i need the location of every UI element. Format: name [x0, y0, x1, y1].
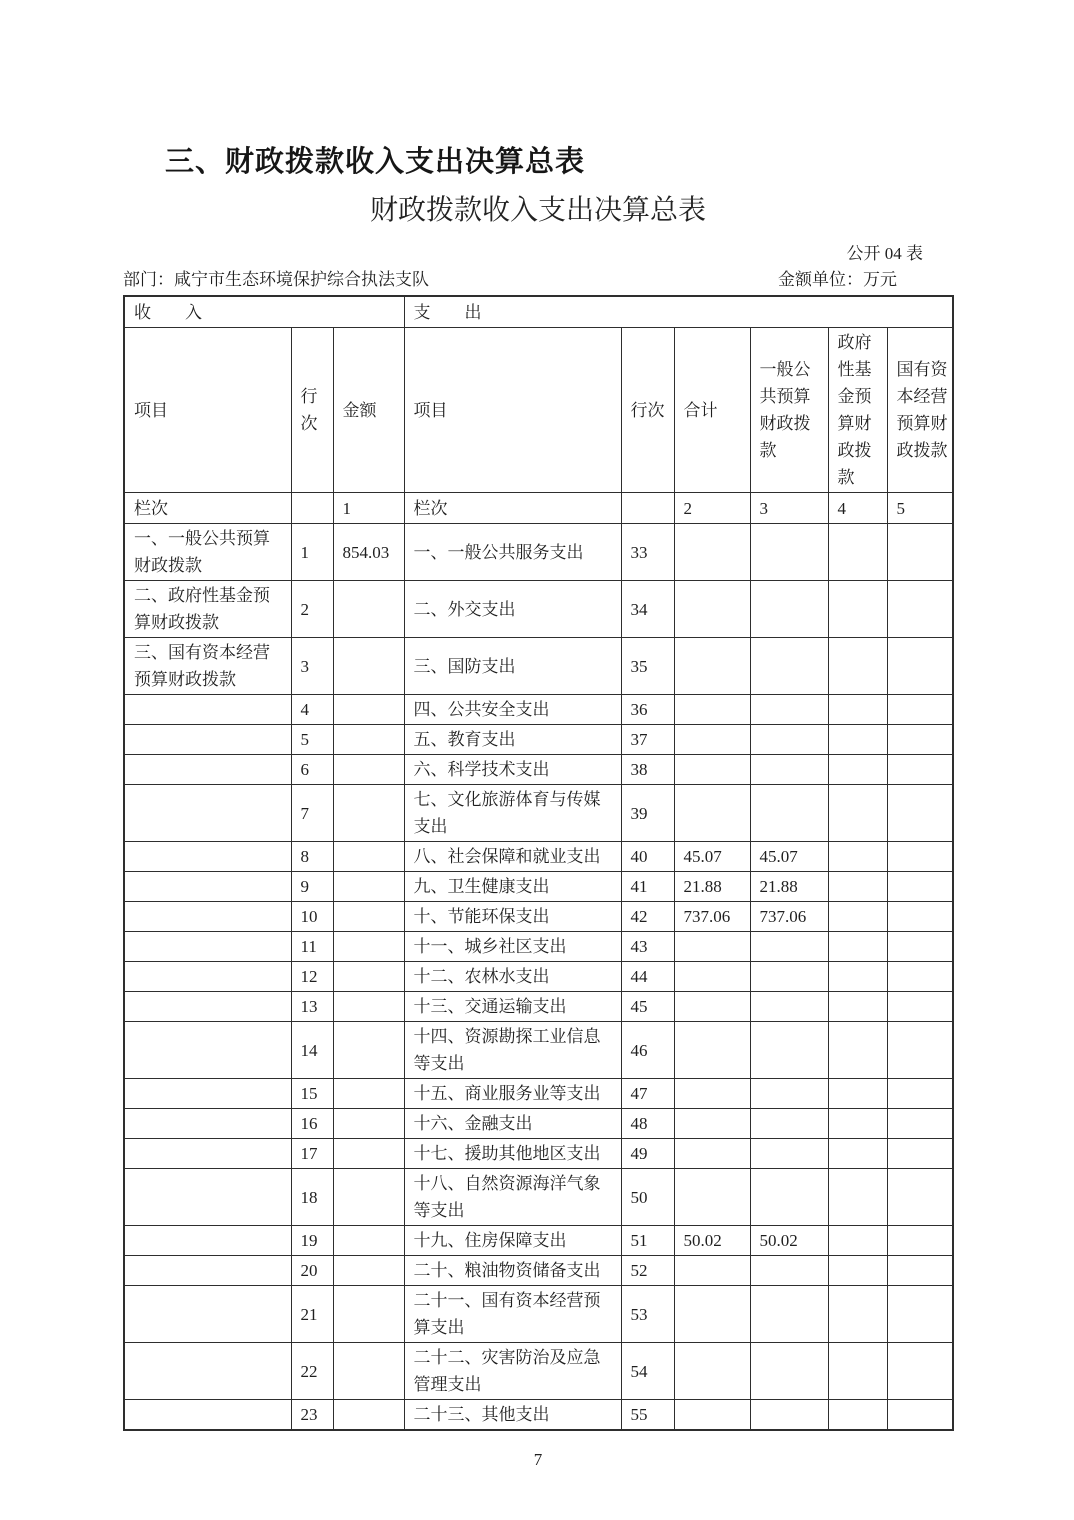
gov-fund-cell — [828, 1400, 887, 1431]
income-rownum-cell: 2 — [291, 581, 333, 638]
income-item-cell — [124, 932, 291, 962]
total-cell — [674, 695, 750, 725]
total-cell — [674, 638, 750, 695]
total-cell — [674, 962, 750, 992]
income-item-cell — [124, 725, 291, 755]
document-content — [123, 0, 953, 1471]
income-rownum-cell: 19 — [291, 1226, 333, 1256]
table-row — [124, 1286, 953, 1343]
doc-title: 财政拨款收入支出决算总表 — [369, 195, 706, 226]
expense-item-cell: 七、文化旅游体育与传媒支出 — [404, 785, 621, 842]
state-capital-cell — [887, 1226, 953, 1256]
income-item-cell — [124, 785, 291, 842]
income-rownum-cell: 16 — [291, 1109, 333, 1139]
expense-item-cell: 二十一、国有资本经营预算支出 — [404, 1286, 621, 1343]
total-cell — [674, 1286, 750, 1343]
expense-item-cell: 十二、农林水支出 — [404, 962, 621, 992]
expense-rownum-cell: 41 — [621, 872, 674, 902]
form-code-label: 公开 04 表 — [846, 244, 923, 263]
income-amount-cell — [333, 872, 404, 902]
total-cell — [674, 932, 750, 962]
table-body — [124, 524, 953, 1431]
general-budget-cell — [750, 1022, 828, 1079]
gov-fund-cell — [828, 725, 887, 755]
expense-rownum-cell: 50 — [621, 1169, 674, 1226]
income-rownum-cell: 4 — [291, 695, 333, 725]
lanci-general-budget: 3 — [750, 493, 828, 524]
general-budget-cell: 45.07 — [750, 842, 828, 872]
table-row — [124, 785, 953, 842]
income-rownum-cell: 17 — [291, 1139, 333, 1169]
total-cell — [674, 1079, 750, 1109]
income-item-cell — [124, 872, 291, 902]
gov-fund-cell — [828, 962, 887, 992]
state-capital-cell — [887, 638, 953, 695]
total-cell — [674, 785, 750, 842]
income-amount-cell — [333, 638, 404, 695]
income-rownum-cell: 15 — [291, 1079, 333, 1109]
meta-row — [123, 269, 953, 291]
income-amount-cell — [333, 932, 404, 962]
general-budget-cell — [750, 581, 828, 638]
income-item-cell — [124, 1139, 291, 1169]
gov-fund-cell — [828, 524, 887, 581]
gov-fund-cell — [828, 1286, 887, 1343]
col-header-expense-item: 项目 — [404, 328, 621, 493]
state-capital-cell — [887, 1286, 953, 1343]
gov-fund-cell — [828, 581, 887, 638]
expense-rownum-cell: 34 — [621, 581, 674, 638]
state-capital-cell — [887, 932, 953, 962]
expense-rownum-cell: 45 — [621, 992, 674, 1022]
expense-section-header: 支 出 — [404, 296, 953, 328]
table-row — [124, 1400, 953, 1431]
gov-fund-cell — [828, 842, 887, 872]
income-rownum-cell: 12 — [291, 962, 333, 992]
table-row — [124, 1343, 953, 1400]
expense-item-cell: 一、一般公共服务支出 — [404, 524, 621, 581]
income-amount-cell — [333, 1256, 404, 1286]
income-amount-cell — [333, 695, 404, 725]
expense-rownum-cell: 49 — [621, 1139, 674, 1169]
income-amount-cell — [333, 1226, 404, 1256]
expense-item-cell: 十五、商业服务业等支出 — [404, 1079, 621, 1109]
expense-rownum-cell: 53 — [621, 1286, 674, 1343]
general-budget-cell — [750, 755, 828, 785]
income-amount-cell — [333, 1400, 404, 1431]
column-header-row — [124, 328, 953, 493]
income-rownum-cell: 23 — [291, 1400, 333, 1431]
total-cell: 45.07 — [674, 842, 750, 872]
gov-fund-cell — [828, 695, 887, 725]
general-budget-cell — [750, 1400, 828, 1431]
expense-rownum-cell: 35 — [621, 638, 674, 695]
general-budget-cell — [750, 1256, 828, 1286]
gov-fund-cell — [828, 638, 887, 695]
general-budget-cell — [750, 524, 828, 581]
state-capital-cell — [887, 1109, 953, 1139]
lanci-income-item: 栏次 — [124, 493, 291, 524]
income-section-header: 收 入 — [124, 296, 404, 328]
total-cell — [674, 1400, 750, 1431]
general-budget-cell — [750, 1169, 828, 1226]
income-amount-cell — [333, 785, 404, 842]
expense-rownum-cell: 40 — [621, 842, 674, 872]
budget-table — [123, 295, 954, 1431]
income-amount-cell — [333, 581, 404, 638]
income-rownum-cell: 9 — [291, 872, 333, 902]
table-row — [124, 902, 953, 932]
lanci-income-amount: 1 — [333, 493, 404, 524]
table-row — [124, 581, 953, 638]
column-index-row — [124, 493, 953, 524]
total-cell — [674, 755, 750, 785]
state-capital-cell — [887, 842, 953, 872]
table-row — [124, 992, 953, 1022]
expense-item-cell: 十七、援助其他地区支出 — [404, 1139, 621, 1169]
state-capital-cell — [887, 695, 953, 725]
general-budget-cell — [750, 638, 828, 695]
total-cell — [674, 1256, 750, 1286]
table-row — [124, 524, 953, 581]
income-amount-cell — [333, 1022, 404, 1079]
gov-fund-cell — [828, 1256, 887, 1286]
income-rownum-cell: 20 — [291, 1256, 333, 1286]
total-cell — [674, 1169, 750, 1226]
income-amount-cell — [333, 1109, 404, 1139]
general-budget-cell: 737.06 — [750, 902, 828, 932]
expense-rownum-cell: 36 — [621, 695, 674, 725]
expense-rownum-cell: 37 — [621, 725, 674, 755]
gov-fund-cell — [828, 932, 887, 962]
expense-item-cell: 三、国防支出 — [404, 638, 621, 695]
col-header-income-item: 项目 — [124, 328, 291, 493]
lanci-total: 2 — [674, 493, 750, 524]
income-item-cell — [124, 1226, 291, 1256]
general-budget-cell — [750, 725, 828, 755]
income-amount-cell — [333, 1286, 404, 1343]
income-item-cell — [124, 1109, 291, 1139]
total-cell — [674, 992, 750, 1022]
total-cell: 737.06 — [674, 902, 750, 932]
col-header-expense-rownum: 行次 — [621, 328, 674, 493]
table-row — [124, 1022, 953, 1079]
table-row — [124, 755, 953, 785]
gov-fund-cell — [828, 992, 887, 1022]
state-capital-cell — [887, 992, 953, 1022]
state-capital-cell — [887, 1022, 953, 1079]
col-header-income-rownum: 行次 — [291, 328, 333, 493]
income-item-cell — [124, 1400, 291, 1431]
income-amount-cell — [333, 1079, 404, 1109]
state-capital-cell — [887, 1079, 953, 1109]
table-row — [124, 725, 953, 755]
income-amount-cell — [333, 842, 404, 872]
lanci-expense-item: 栏次 — [404, 493, 621, 524]
state-capital-cell — [887, 872, 953, 902]
state-capital-cell — [887, 785, 953, 842]
total-cell: 50.02 — [674, 1226, 750, 1256]
gov-fund-cell — [828, 1079, 887, 1109]
total-cell — [674, 524, 750, 581]
table-row — [124, 695, 953, 725]
gov-fund-cell — [828, 1139, 887, 1169]
total-cell — [674, 1022, 750, 1079]
expense-item-cell: 二十三、其他支出 — [404, 1400, 621, 1431]
income-amount-cell — [333, 992, 404, 1022]
section-heading: 三、财政拨款收入支出决算总表 — [165, 146, 586, 178]
col-header-total: 合计 — [674, 328, 750, 493]
expense-rownum-cell: 43 — [621, 932, 674, 962]
income-rownum-cell: 14 — [291, 1022, 333, 1079]
income-item-cell: 二、政府性基金预算财政拨款 — [124, 581, 291, 638]
income-item-cell: 三、国有资本经营预算财政拨款 — [124, 638, 291, 695]
table-row — [124, 842, 953, 872]
state-capital-cell — [887, 962, 953, 992]
total-cell — [674, 725, 750, 755]
general-budget-cell — [750, 932, 828, 962]
income-rownum-cell: 8 — [291, 842, 333, 872]
expense-item-cell: 二十二、灾害防治及应急管理支出 — [404, 1343, 621, 1400]
general-budget-cell — [750, 1343, 828, 1400]
expense-item-cell: 十九、住房保障支出 — [404, 1226, 621, 1256]
expense-rownum-cell: 44 — [621, 962, 674, 992]
total-cell — [674, 581, 750, 638]
table-row — [124, 1226, 953, 1256]
gov-fund-cell — [828, 872, 887, 902]
income-rownum-cell: 18 — [291, 1169, 333, 1226]
income-amount-cell — [333, 1343, 404, 1400]
expense-item-cell: 十四、资源勘探工业信息等支出 — [404, 1022, 621, 1079]
lanci-gov-fund: 4 — [828, 493, 887, 524]
income-rownum-cell: 1 — [291, 524, 333, 581]
income-item-cell — [124, 1169, 291, 1226]
general-budget-cell: 50.02 — [750, 1226, 828, 1256]
state-capital-cell — [887, 902, 953, 932]
income-rownum-cell: 6 — [291, 755, 333, 785]
income-amount-cell — [333, 725, 404, 755]
col-header-gov-fund: 政府性基金预算财政拨款 — [828, 328, 887, 493]
expense-item-cell: 二十、粮油物资储备支出 — [404, 1256, 621, 1286]
expense-rownum-cell: 46 — [621, 1022, 674, 1079]
table-row — [124, 872, 953, 902]
expense-item-cell: 十三、交通运输支出 — [404, 992, 621, 1022]
general-budget-cell — [750, 1109, 828, 1139]
income-rownum-cell: 7 — [291, 785, 333, 842]
page-number: 7 — [533, 1450, 543, 1469]
income-item-cell — [124, 992, 291, 1022]
general-budget-cell — [750, 992, 828, 1022]
lanci-income-rownum — [291, 493, 333, 524]
table-row — [124, 932, 953, 962]
expense-item-cell: 四、公共安全支出 — [404, 695, 621, 725]
state-capital-cell — [887, 1139, 953, 1169]
gov-fund-cell — [828, 1343, 887, 1400]
state-capital-cell — [887, 581, 953, 638]
general-budget-cell — [750, 785, 828, 842]
income-item-cell — [124, 1343, 291, 1400]
gov-fund-cell — [828, 755, 887, 785]
gov-fund-cell — [828, 902, 887, 932]
income-item-cell — [124, 755, 291, 785]
income-item-cell — [124, 1286, 291, 1343]
expense-item-cell: 六、科学技术支出 — [404, 755, 621, 785]
col-header-general-budget: 一般公共预算财政拨款 — [750, 328, 828, 493]
income-amount-cell — [333, 902, 404, 932]
expense-rownum-cell: 54 — [621, 1343, 674, 1400]
expense-rownum-cell: 39 — [621, 785, 674, 842]
total-cell — [674, 1343, 750, 1400]
income-item-cell — [124, 1079, 291, 1109]
income-rownum-cell: 3 — [291, 638, 333, 695]
table-row — [124, 1139, 953, 1169]
expense-rownum-cell: 47 — [621, 1079, 674, 1109]
gov-fund-cell — [828, 1109, 887, 1139]
table-row — [124, 962, 953, 992]
expense-item-cell: 十、节能环保支出 — [404, 902, 621, 932]
expense-rownum-cell: 51 — [621, 1226, 674, 1256]
general-budget-cell — [750, 695, 828, 725]
expense-rownum-cell: 38 — [621, 755, 674, 785]
general-budget-cell: 21.88 — [750, 872, 828, 902]
gov-fund-cell — [828, 1226, 887, 1256]
general-budget-cell — [750, 1286, 828, 1343]
state-capital-cell — [887, 1169, 953, 1226]
income-amount-cell — [333, 1169, 404, 1226]
gov-fund-cell — [828, 785, 887, 842]
general-budget-cell — [750, 962, 828, 992]
expense-item-cell: 二、外交支出 — [404, 581, 621, 638]
table-row — [124, 1169, 953, 1226]
income-item-cell — [124, 1022, 291, 1079]
expense-rownum-cell: 55 — [621, 1400, 674, 1431]
table-row — [124, 1256, 953, 1286]
income-item-cell — [124, 1256, 291, 1286]
expense-item-cell: 八、社会保障和就业支出 — [404, 842, 621, 872]
expense-item-cell: 十六、金融支出 — [404, 1109, 621, 1139]
total-cell — [674, 1109, 750, 1139]
income-rownum-cell: 10 — [291, 902, 333, 932]
gov-fund-cell — [828, 1022, 887, 1079]
general-budget-cell — [750, 1139, 828, 1169]
table-row — [124, 1109, 953, 1139]
state-capital-cell — [887, 1343, 953, 1400]
lanci-state-capital: 5 — [887, 493, 953, 524]
expense-item-cell: 十八、自然资源海洋气象等支出 — [404, 1169, 621, 1226]
income-item-cell — [124, 695, 291, 725]
expense-rownum-cell: 33 — [621, 524, 674, 581]
col-header-income-amount: 金额 — [333, 328, 404, 493]
expense-rownum-cell: 42 — [621, 902, 674, 932]
income-amount-cell — [333, 755, 404, 785]
section-header-row — [124, 296, 953, 328]
col-header-state-capital: 国有资本经营预算财政拨款 — [887, 328, 953, 493]
income-rownum-cell: 22 — [291, 1343, 333, 1400]
income-rownum-cell: 13 — [291, 992, 333, 1022]
expense-rownum-cell: 48 — [621, 1109, 674, 1139]
income-item-cell: 一、一般公共预算财政拨款 — [124, 524, 291, 581]
expense-item-cell: 五、教育支出 — [404, 725, 621, 755]
expense-item-cell: 九、卫生健康支出 — [404, 872, 621, 902]
state-capital-cell — [887, 725, 953, 755]
income-item-cell — [124, 962, 291, 992]
income-rownum-cell: 21 — [291, 1286, 333, 1343]
income-amount-cell — [333, 1139, 404, 1169]
income-item-cell — [124, 902, 291, 932]
unit-label: 金额单位：万元 — [778, 270, 897, 289]
total-cell — [674, 1139, 750, 1169]
income-amount-cell — [333, 962, 404, 992]
total-cell: 21.88 — [674, 872, 750, 902]
gov-fund-cell — [828, 1169, 887, 1226]
department-label: 部门：咸宁市生态环境保护综合执法支队 — [123, 270, 429, 289]
state-capital-cell — [887, 524, 953, 581]
state-capital-cell — [887, 755, 953, 785]
table-row — [124, 1079, 953, 1109]
state-capital-cell — [887, 1400, 953, 1431]
income-rownum-cell: 11 — [291, 932, 333, 962]
state-capital-cell — [887, 1256, 953, 1286]
expense-item-cell: 十一、城乡社区支出 — [404, 932, 621, 962]
expense-rownum-cell: 52 — [621, 1256, 674, 1286]
income-item-cell — [124, 842, 291, 872]
income-rownum-cell: 5 — [291, 725, 333, 755]
lanci-expense-rownum — [621, 493, 674, 524]
general-budget-cell — [750, 1079, 828, 1109]
table-row — [124, 638, 953, 695]
income-amount-cell: 854.03 — [333, 524, 404, 581]
